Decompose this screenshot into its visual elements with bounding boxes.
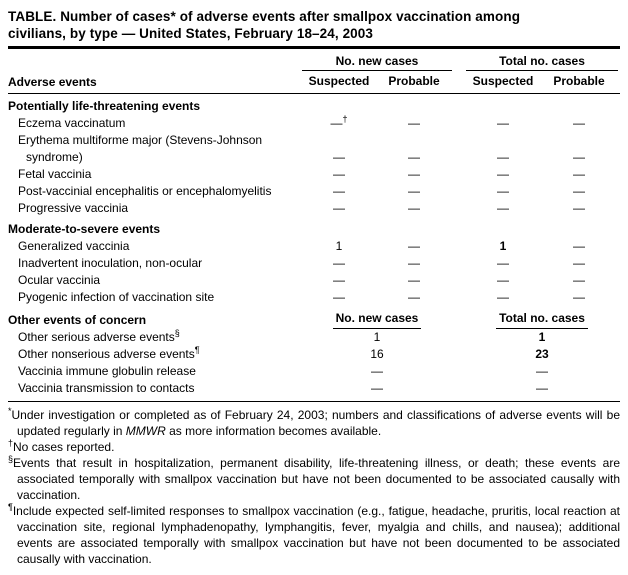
section-header-row bbox=[8, 221, 620, 238]
table-row bbox=[8, 289, 620, 306]
row-label: Vaccinia transmission to contacts bbox=[18, 381, 195, 395]
header-group-row bbox=[8, 54, 620, 71]
row-label: Ocular vaccinia bbox=[18, 273, 101, 287]
divider-title bbox=[8, 46, 620, 49]
cell-new-suspected: — bbox=[333, 256, 345, 270]
cell-total-probable: — bbox=[573, 150, 585, 164]
table-title-line2: civilians, by type — United States, February 18–24, 2003 bbox=[8, 26, 374, 41]
row-label: Pyogenic infection of vaccination site bbox=[18, 290, 215, 304]
cell-new-suspected: — bbox=[333, 167, 345, 181]
section-title-moderate-severe: Moderate-to-severe events bbox=[8, 222, 161, 236]
cell-new-cases: — bbox=[371, 364, 383, 378]
cell-total-probable: — bbox=[573, 184, 585, 198]
cell-total-probable: — bbox=[573, 116, 585, 130]
footnote-marker-dagger: † bbox=[8, 438, 14, 448]
cell-new-probable: — bbox=[408, 150, 420, 164]
table-row bbox=[8, 166, 620, 183]
column-header-new-suspected: Suspected bbox=[308, 74, 370, 88]
section-header-row bbox=[8, 98, 620, 115]
footnote-pilcrow: ¶Include expected self-limited responses to smallpox vaccination (e.g., fatigue, headache, pruritis, local reaction at vaccination site, regional lymphadenopathy, lymphangitis, fever, myalgia and chills, and nausea); additional events are associated temporally with smallpox vaccination but have not been documented to be associated causally with vaccination. bbox=[8, 502, 620, 566]
footnote-asterisk: *Under investigation or completed as of February 24, 2003; numbers and classifications of adverse events will be updated regularly in MMWR as more information becomes available. bbox=[8, 406, 620, 438]
row-label: Inadvertent inoculation, non-ocular bbox=[18, 256, 203, 270]
row-label: Fetal vaccinia bbox=[18, 167, 92, 181]
cell-total-cases: 23 bbox=[535, 347, 549, 361]
table-row bbox=[8, 200, 620, 217]
table-row bbox=[8, 272, 620, 289]
cell-new-probable: — bbox=[408, 256, 420, 270]
table-title-line1: TABLE. Number of cases* of adverse events after smallpox vaccination among bbox=[8, 9, 521, 24]
column-header-new-probable: Probable bbox=[388, 74, 440, 88]
cell-new-cases: 16 bbox=[370, 347, 384, 361]
table-row bbox=[8, 380, 620, 397]
footnote-marker-section: § bbox=[8, 454, 14, 464]
cell-total-suspected: 1 bbox=[499, 239, 507, 253]
table-header bbox=[8, 54, 620, 94]
column-group-total-cases-label: Total no. cases bbox=[499, 54, 585, 68]
cell-new-probable: — bbox=[408, 273, 420, 287]
cell-new-probable: — bbox=[408, 290, 420, 304]
footnote-marker-section: § bbox=[174, 328, 180, 338]
row-label: Other serious adverse events§ bbox=[18, 328, 180, 344]
row-label: Vaccinia immune globulin release bbox=[18, 364, 196, 378]
table-row bbox=[8, 363, 620, 380]
column-header-adverse-events: Adverse events bbox=[8, 75, 97, 89]
column-header-other-new-cases: No. new cases bbox=[302, 310, 452, 329]
table-title bbox=[8, 8, 620, 42]
table-row bbox=[8, 132, 620, 166]
column-header-total-suspected: Suspected bbox=[472, 74, 534, 88]
cell-new-probable: — bbox=[408, 201, 420, 215]
section-title-life-threatening: Potentially life-threatening events bbox=[8, 99, 201, 113]
cell-new-suspected: 1 bbox=[335, 239, 343, 253]
cell-new-suspected: — bbox=[333, 201, 345, 215]
section-title-other-events: Other events of concern bbox=[8, 313, 147, 327]
cell-new-cases: 1 bbox=[373, 330, 381, 344]
table-row bbox=[8, 329, 620, 346]
cell-total-probable: — bbox=[573, 167, 585, 181]
cell-new-suspected: —† bbox=[330, 114, 348, 130]
cell-new-probable: — bbox=[408, 116, 420, 130]
cell-new-probable: — bbox=[408, 167, 420, 181]
header-sub-row bbox=[8, 73, 620, 90]
row-label: Other nonserious adverse events¶ bbox=[18, 345, 200, 361]
table-row bbox=[8, 183, 620, 200]
cell-total-probable: — bbox=[573, 201, 585, 215]
footnote-marker-pilcrow: ¶ bbox=[8, 502, 13, 512]
row-label: Eczema vaccinatum bbox=[18, 116, 126, 130]
footnote-marker-dagger: † bbox=[342, 114, 348, 124]
cell-new-probable: — bbox=[408, 184, 420, 198]
row-label: Post-vaccinial encephalitis or encephalomyelitis bbox=[18, 184, 272, 198]
column-header-other-total-cases: Total no. cases bbox=[466, 310, 618, 329]
cell-total-suspected: — bbox=[497, 201, 509, 215]
cell-total-suspected: — bbox=[497, 256, 509, 270]
cell-total-suspected: — bbox=[497, 150, 509, 164]
cell-total-cases: 1 bbox=[538, 330, 546, 344]
cell-new-suspected: — bbox=[333, 273, 345, 287]
cell-new-suspected: — bbox=[333, 290, 345, 304]
cell-total-probable: — bbox=[573, 239, 585, 253]
row-label: Erythema multiforme major (Stevens-Johnson syndrome) bbox=[18, 133, 263, 164]
cell-total-suspected: — bbox=[497, 167, 509, 181]
column-group-new-cases-label: No. new cases bbox=[335, 54, 419, 68]
footnote-marker-pilcrow: ¶ bbox=[194, 345, 200, 355]
cell-total-suspected: — bbox=[497, 184, 509, 198]
footnote-dagger: †No cases reported. bbox=[8, 438, 115, 454]
table-row bbox=[8, 346, 620, 363]
footnotes bbox=[8, 407, 620, 567]
cell-new-suspected: — bbox=[333, 184, 345, 198]
cell-new-cases: — bbox=[371, 381, 383, 395]
cell-total-probable: — bbox=[573, 273, 585, 287]
row-label: Progressive vaccinia bbox=[18, 201, 129, 215]
cell-total-cases: — bbox=[536, 381, 548, 395]
column-group-total-cases bbox=[466, 54, 618, 71]
table-row bbox=[8, 255, 620, 272]
column-header-total-probable: Probable bbox=[553, 74, 605, 88]
cell-new-suspected: — bbox=[333, 150, 345, 164]
journal-name: MMWR bbox=[125, 424, 166, 438]
footnote-marker-asterisk: * bbox=[8, 406, 12, 416]
table-row bbox=[8, 238, 620, 255]
divider-table-bottom bbox=[8, 401, 620, 402]
cell-total-suspected: — bbox=[497, 116, 509, 130]
cell-total-probable: — bbox=[573, 256, 585, 270]
column-group-new-cases bbox=[302, 54, 452, 71]
cell-total-cases: — bbox=[536, 364, 548, 378]
cell-total-suspected: — bbox=[497, 273, 509, 287]
table-row bbox=[8, 115, 620, 132]
section-header-row-other bbox=[8, 310, 620, 329]
row-label: Generalized vaccinia bbox=[18, 239, 130, 253]
footnote-section-sign: §Events that result in hospitalization, permanent disability, life-threatening illness, or death; these events are associated temporally with smallpox vaccination but have not been documented to be associated causally with vaccination. bbox=[8, 454, 620, 502]
cell-new-probable: — bbox=[408, 239, 420, 253]
cell-total-probable: — bbox=[573, 290, 585, 304]
cell-total-suspected: — bbox=[497, 290, 509, 304]
